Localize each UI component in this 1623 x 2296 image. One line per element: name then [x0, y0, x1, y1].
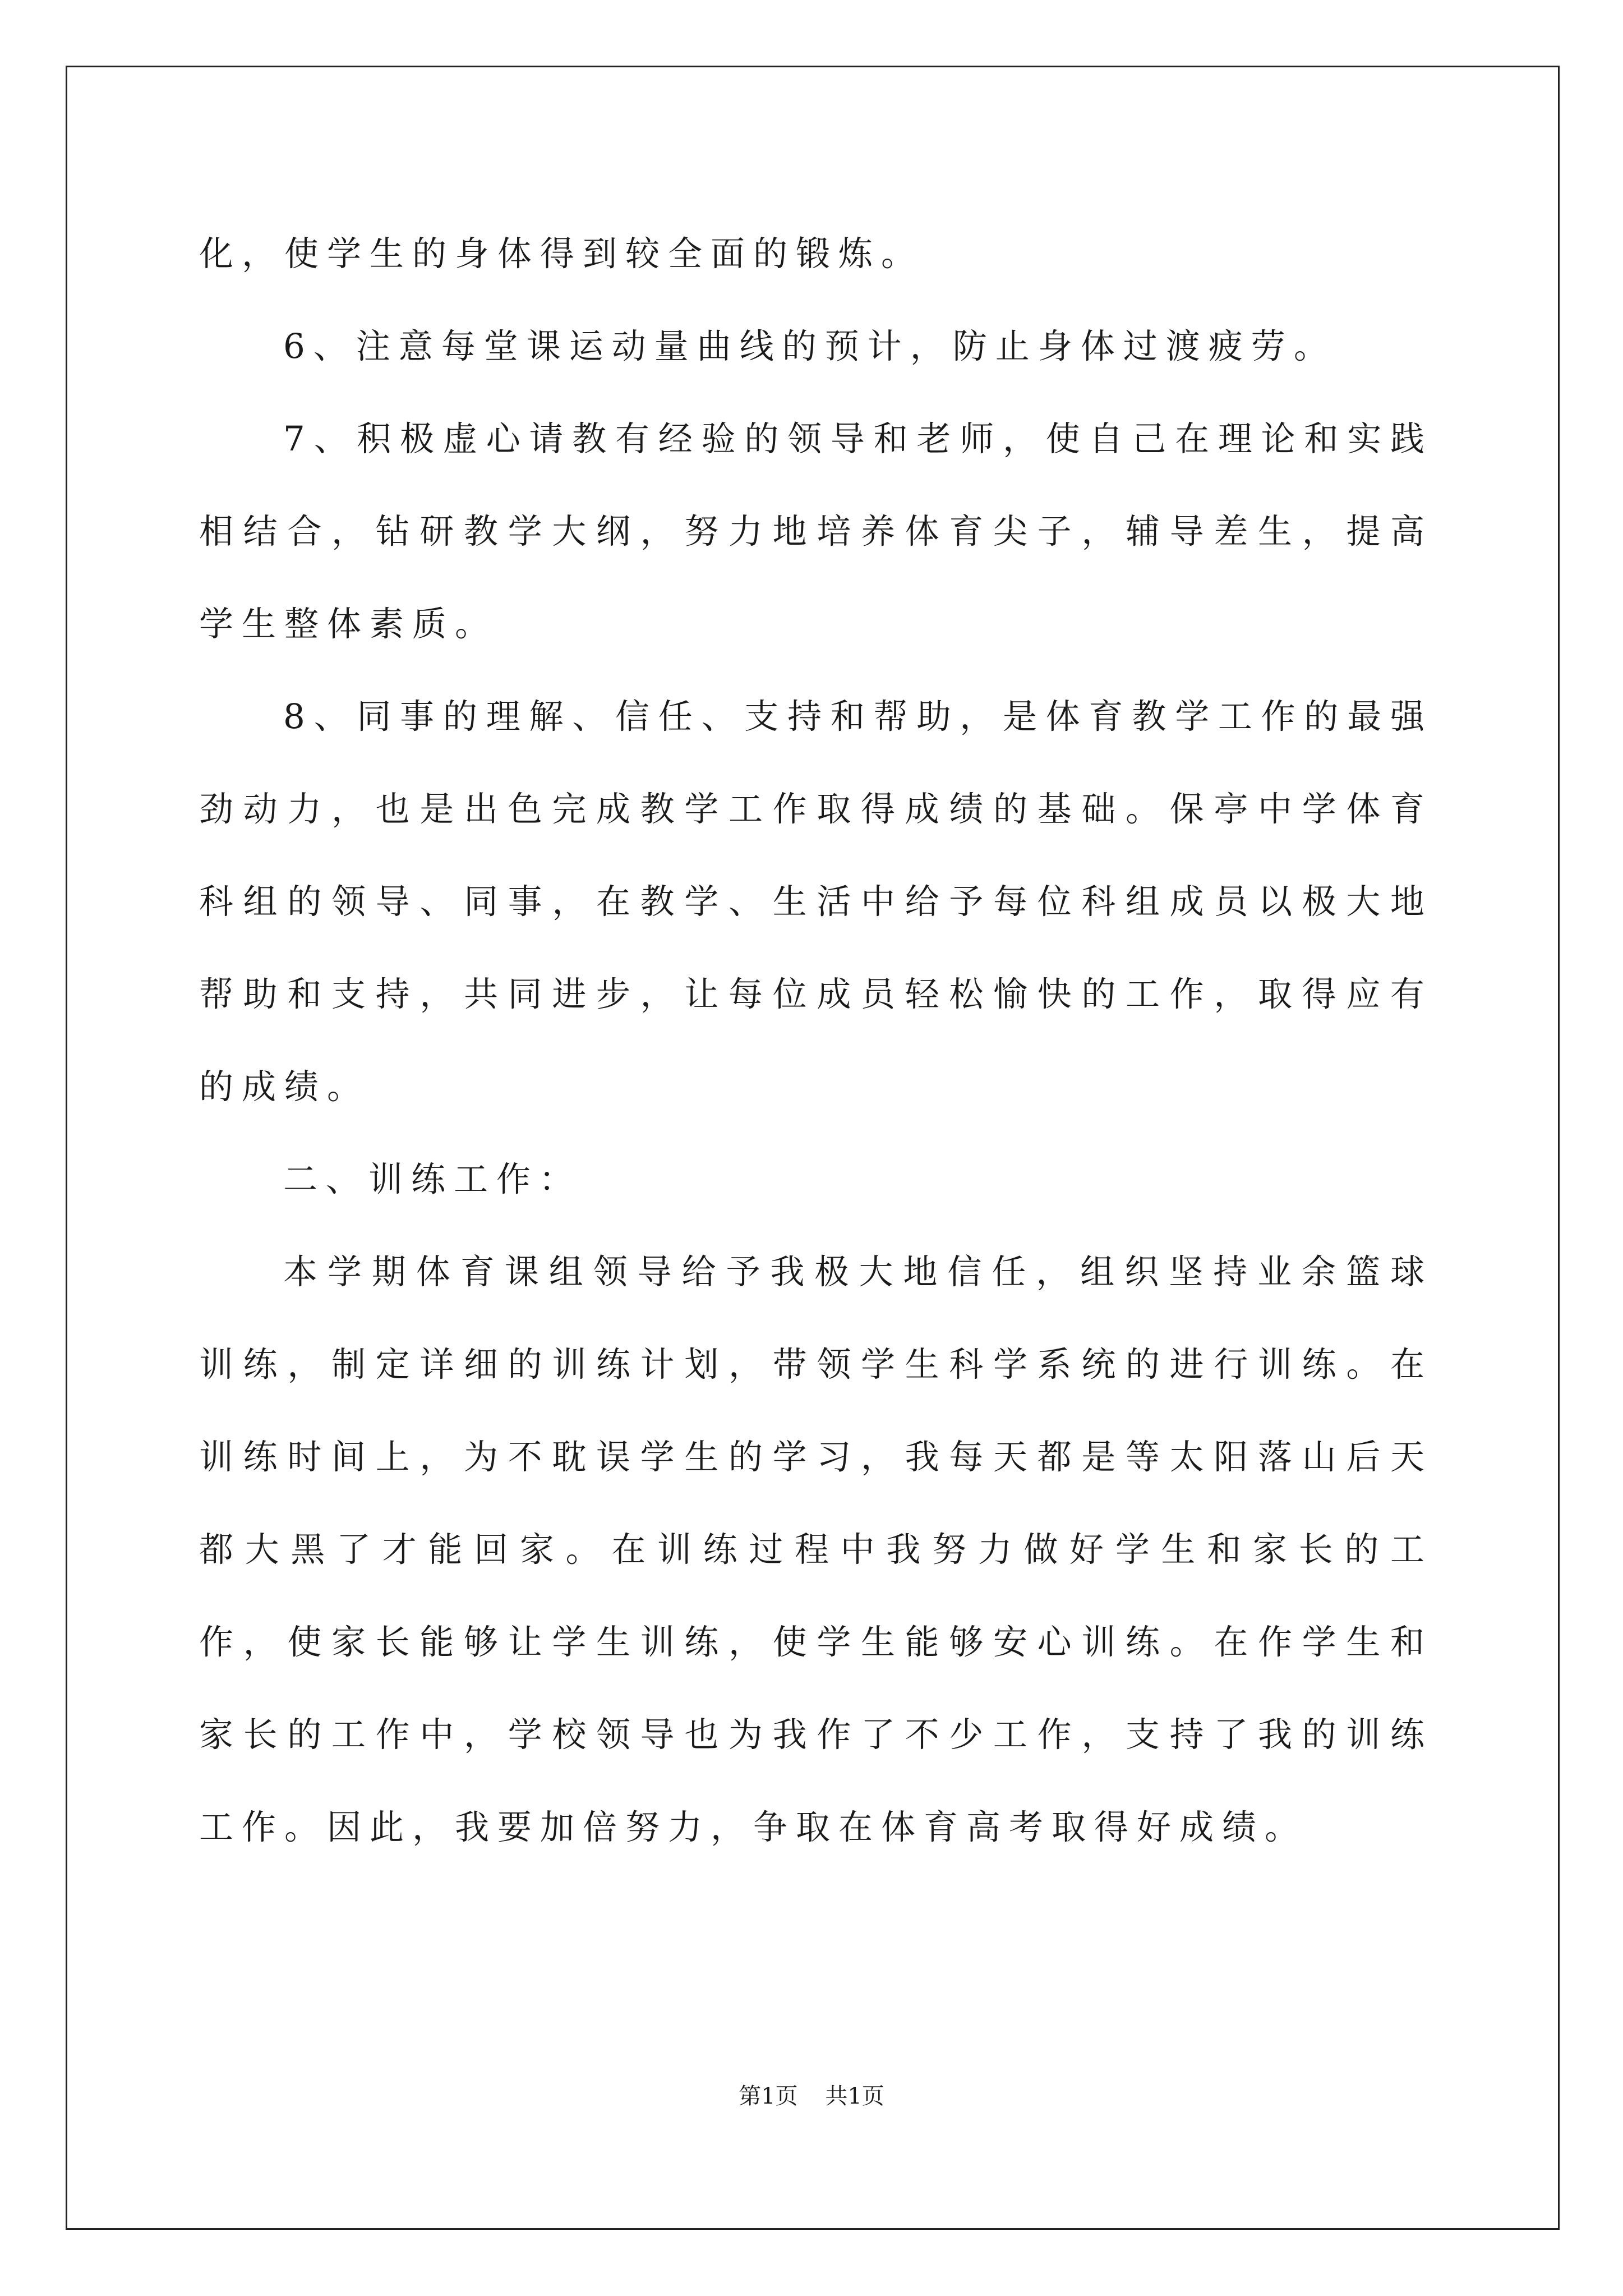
- section-heading: 二、训练工作：: [283, 1159, 582, 1199]
- document-body: [199, 208, 1433, 1874]
- page-total: 共1页: [825, 2083, 884, 2109]
- page-number: 第1页: [739, 2083, 798, 2109]
- paragraph: 6、注意每堂课运动量曲线的预计，防止身体过渡疲劳。: [283, 326, 1336, 366]
- page-footer: [0, 2078, 1623, 2110]
- paragraph: 8、同事的理解、信任、支持和帮助，是体育教学工作的最强劲动力，也是出色完成教学工作取得成绩的基础。保亭中学体育科组的领导、同事，在教学、生活中给予每位科组成员以极大地帮助和支持，共同进步，让每位成员轻松愉快的工作，取得应有的成绩。: [199, 697, 1433, 1107]
- paragraph: 7、积极虚心请教有经验的领导和老师，使自己在理论和实践相结合，钻研教学大纲，努力地培养体育尖子，辅导差生，提高学生整体素质。: [199, 419, 1433, 644]
- paragraph: 本学期体育课组领导给予我极大地信任，组织坚持业余篮球训练，制定详细的训练计划，带领学生科学系统的进行训练。在训练时间上，为不耽误学生的学习，我每天都是等太阳落山后天都大黑了才能回家。在训练过程中我努力做好学生和家长的工作，使家长能够让学生训练，使学生能够安心训练。在作学生和家长的工作中，学校领导也为我作了不少工作，支持了我的训练工作。因此，我要加倍努力，争取在体育高考取得好成绩。: [199, 1252, 1433, 1847]
- paragraph: 化，使学生的身体得到较全面的锻炼。: [199, 234, 924, 274]
